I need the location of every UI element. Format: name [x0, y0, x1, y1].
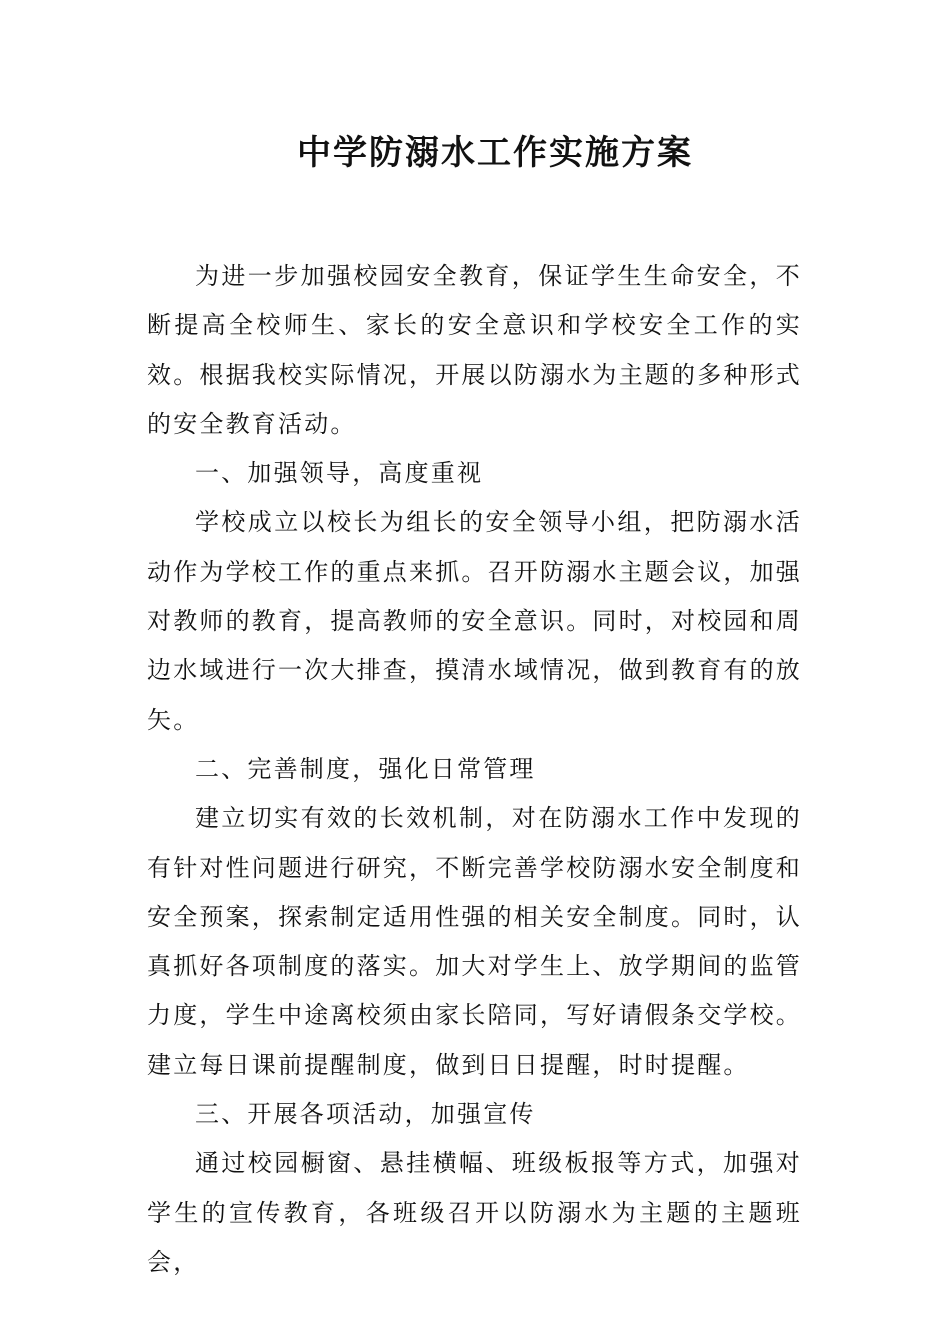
intro-paragraph: 为进一步加强校园安全教育，保证学生生命安全，不断提高全校师生、家长的安全意识和学校安全工作的实效。根据我校实际情况，开展以防溺水为主题的多种形式的安全教育活动。 [147, 262, 802, 438]
section-heading-2: 二、完善制度，强化日常管理 [195, 754, 536, 783]
section-paragraph-3: 通过校园橱窗、悬挂横幅、班级板报等方式，加强对学生的宣传教育，各班级召开以防溺水为主题的主题班会， [147, 1149, 802, 1276]
section-paragraph-2: 建立切实有效的长效机制，对在防溺水工作中发现的有针对性问题进行研究，不断完善学校防溺水安全制度和安全预案，探索制定适用性强的相关安全制度。同时，认真抓好各项制度的落实。加大对学生上、放学期间的监管力度，学生中途离校须由家长陪同，写好请假条交学校。建立每日课前提醒制度，做到日日提醒，时时提醒。 [147, 804, 802, 1079]
document-title: 中学防溺水工作实施方案 [297, 133, 693, 173]
section-heading-1: 一、加强领导，高度重视 [195, 459, 484, 488]
section-heading-3: 三、开展各项活动，加强宣传 [195, 1100, 536, 1129]
section-paragraph-1: 学校成立以校长为组长的安全领导小组，把防溺水活动作为学校工作的重点来抓。召开防溺水主题会议，加强对教师的教育，提高教师的安全意识。同时，对校园和周边水域进行一次大排查，摸清水域情况，做到教育有的放矢。 [147, 508, 802, 734]
document-body [147, 252, 802, 1287]
